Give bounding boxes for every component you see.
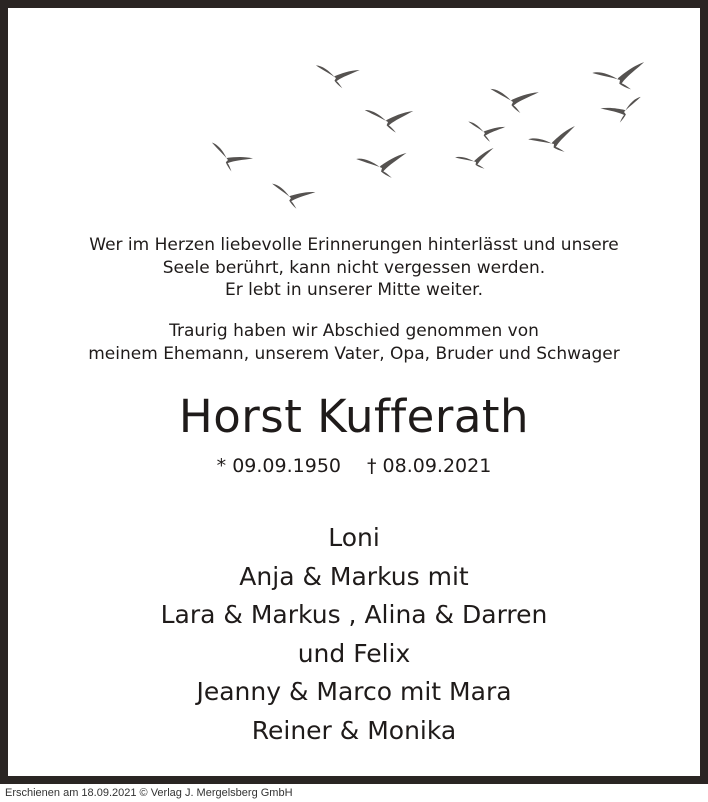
intro-line: meinem Ehemann, unserem Vater, Opa, Bruder und Schwager: [88, 343, 620, 364]
seagull-shape: [455, 148, 497, 173]
seagull-shape: [592, 62, 648, 94]
mourner-line: Jeanny & Marco mit Mara: [196, 677, 512, 707]
quote-line: Er lebt in unserer Mitte weiter.: [224, 280, 484, 300]
seagull-shape: [600, 94, 646, 127]
intro-line: Traurig haben wir Abschied genommen von: [169, 321, 539, 341]
seagull-shape: [313, 62, 360, 90]
seagull-shape: [267, 181, 315, 213]
farewell-intro: [8, 320, 700, 365]
seagull-shape: [204, 140, 253, 178]
mourners-list: [8, 519, 700, 751]
death-date: † 08.09.2021: [367, 455, 492, 477]
birth-date: * 09.09.1950: [216, 455, 341, 477]
obituary-card: [8, 8, 700, 776]
life-dates: [8, 454, 700, 478]
mourner-line: Reiner & Monika: [251, 715, 457, 745]
quote-line: Wer im Herzen liebevolle Erinnerungen hinterlässt und unsere: [89, 235, 619, 255]
deceased-name: Horst Kufferath: [178, 390, 530, 443]
seagull-shape: [488, 86, 539, 116]
seagulls-illustration: [8, 8, 700, 228]
publication-footer: Erschienen am 18.09.2021 © Verlag J. Mergelsberg GmbH: [5, 787, 293, 799]
seagull-shape: [528, 126, 580, 159]
seagull-shape: [363, 107, 413, 134]
quote-line: Seele berührt, kann nicht vergessen werden.: [162, 257, 546, 278]
mourner-line: Anja & Markus mit: [239, 561, 469, 591]
seagull-shape: [356, 153, 408, 180]
mourner-line: Loni: [328, 523, 380, 552]
mourner-line: Lara & Markus , Alina & Darren: [160, 600, 548, 630]
seagull-shape: [465, 119, 505, 144]
mourner-line: und Felix: [297, 638, 411, 668]
memorial-quote: [8, 234, 700, 302]
